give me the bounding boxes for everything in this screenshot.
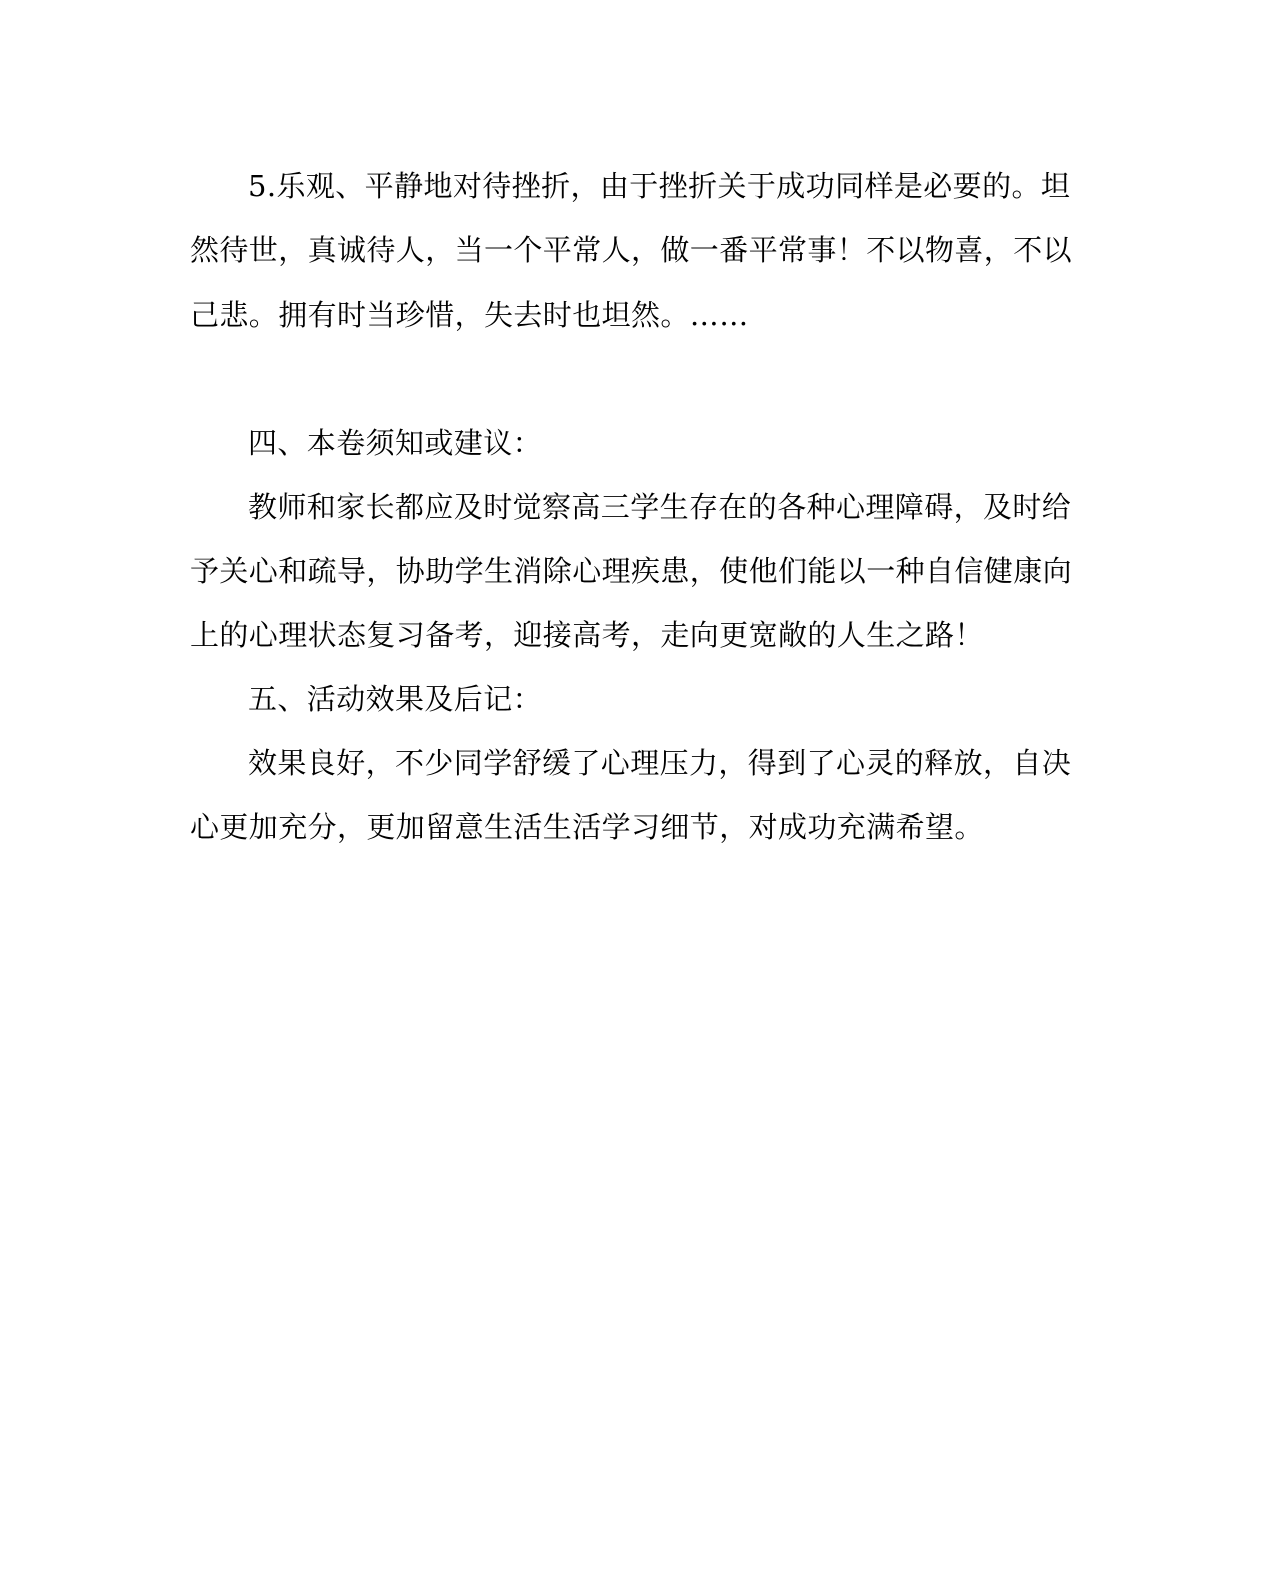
section-5-body-line-2: 心更加充分，更加留意生活生活学习细节，对成功充满希望。 xyxy=(190,810,984,844)
section-4-body-line-3: 上的心理状态复习备考，迎接高考，走向更宽敞的人生之路！ xyxy=(190,618,984,652)
section-4-body-line-2: 予关心和疏导，协助学生消除心理疾患，使他们能以一种自信健康向 xyxy=(190,554,1073,588)
paragraph-5-line-1: 5.乐观、平静地对待挫折，由于挫折关于成功同样是必要的。坦 xyxy=(248,169,1071,203)
section-5-heading: 五、活动效果及后记： xyxy=(248,682,543,716)
paragraph-5-line-3: 己悲。拥有时当珍惜，失去时也坦然。…… xyxy=(190,298,749,332)
section-4-heading: 四、本卷须知或建议： xyxy=(248,426,543,460)
paragraph-5-line-2: 然待世，真诚待人，当一个平常人，做一番平常事！不以物喜，不以 xyxy=(190,233,1073,267)
section-4-body-line-1: 教师和家长都应及时觉察高三学生存在的各种心理障碍，及时给 xyxy=(248,490,1072,524)
section-5-body-line-1: 效果良好，不少同学舒缓了心理压力，得到了心灵的释放，自决 xyxy=(248,746,1072,780)
